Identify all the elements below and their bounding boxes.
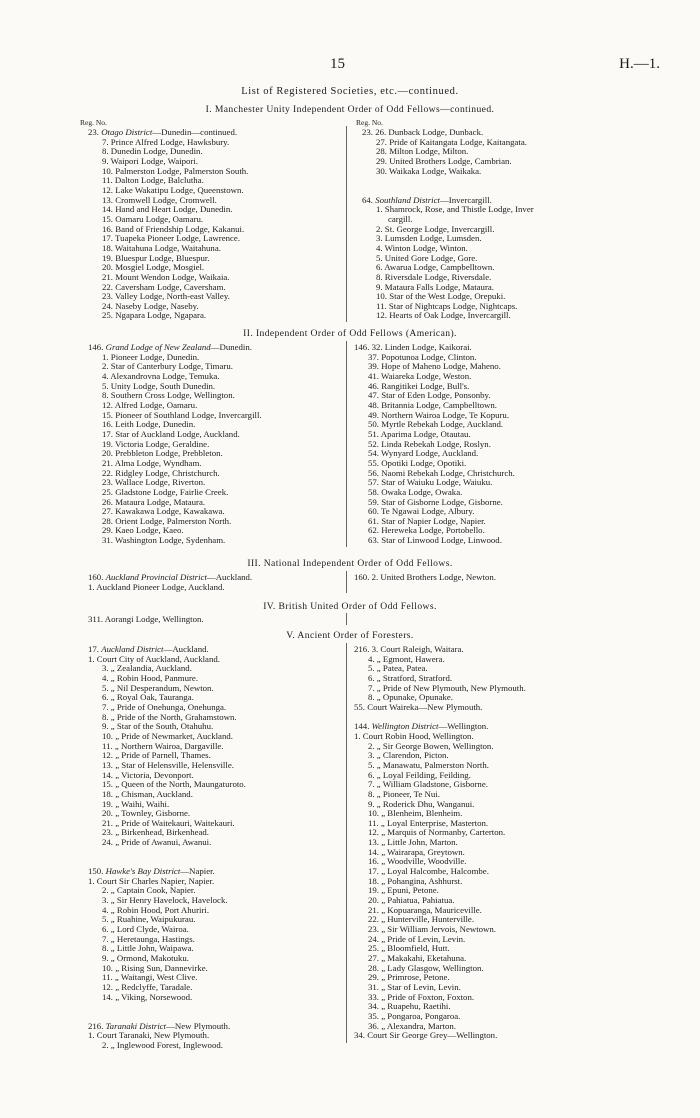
- list-line: 146. 32. Linden Lodge, Kaikorai.: [354, 342, 472, 352]
- list-line: 18. Waitahuna Lodge, Waitahuna.: [102, 242, 221, 253]
- list-line: 3. „ Zealandia, Auckland.: [102, 663, 192, 674]
- column-divider: [346, 571, 347, 593]
- section-heading-1: I. Manchester Unity Independent Order of Odd Fellows—continued.: [205, 104, 495, 115]
- section-3-left-column: [88, 573, 252, 592]
- list-line: 29. „ Primrose, Petone.: [368, 972, 450, 983]
- list-line: 5. „ Manawatu, Palmerston North.: [368, 759, 489, 770]
- list-line: 55. Court Waireka—New Plymouth.: [354, 701, 483, 712]
- list-line: 146. Grand Lodge of New Zealand—Dunedin.: [88, 342, 252, 352]
- list-line: 7. „ Heretaunga, Hastings.: [102, 933, 195, 944]
- section-3-right-column: [354, 573, 496, 583]
- list-line: 160. Auckland Provincial District—Auckland.: [88, 572, 253, 582]
- list-line: 36. „ Alexandra, Marton.: [368, 1020, 456, 1031]
- list-line: 23. Wallace Lodge, Riverton.: [102, 477, 206, 488]
- list-line: 10. „ Pride of Newmarket, Auckland.: [102, 730, 233, 741]
- list-line: 22. Ridgley Lodge, Christchurch.: [102, 467, 220, 478]
- list-line: 4. Winton Lodge, Winton.: [376, 242, 468, 253]
- reg-no-label: Reg. No.: [80, 118, 107, 127]
- list-line: 58. Owaka Lodge, Owaka.: [368, 486, 463, 497]
- list-line: 29. United Brothers Lodge, Cambrian.: [376, 155, 512, 166]
- list-line: 6. „ Royal Oak, Tauranga.: [102, 692, 194, 703]
- column-divider: [346, 341, 347, 547]
- list-line: 12. Alfred Lodge, Oamaru.: [102, 399, 198, 410]
- list-line: 9. „ Ormond, Makotuku.: [102, 953, 189, 963]
- list-line: 10. Palmerston Lodge, Palmerston South.: [102, 165, 249, 176]
- list-line: 12. „ Pride of Parnell, Thames.: [102, 750, 211, 761]
- list-line: 63. Star of Linwood Lodge, Linwood.: [368, 535, 502, 546]
- column-divider: [346, 126, 347, 322]
- list-line: 12. Hearts of Oak Lodge, Invercargill.: [376, 310, 511, 321]
- list-line: 54. Wynyard Lodge, Auckland.: [368, 448, 479, 459]
- list-line: 10. „ Rising Sun, Dannevirke.: [102, 962, 208, 973]
- list-line: 19. „ Waihi, Waihi.: [102, 798, 170, 809]
- section-heading-3: III. National Independent Order of Odd Fellows.: [247, 558, 453, 569]
- section-5-left-column: [88, 645, 246, 1051]
- list-line: 5. „ Nil Desperandum, Newton.: [102, 682, 214, 693]
- list-line: 33. „ Pride of Foxton, Foxton.: [368, 991, 475, 1002]
- list-line: 11. „ Northern Wairoa, Dargaville.: [102, 740, 224, 751]
- list-line: 2. Star of Canterbury Lodge, Timaru.: [102, 361, 233, 372]
- list-line: 19. „ Epuni, Petone.: [368, 885, 439, 896]
- section-heading-2: II. Independent Order of Odd Fellows (American).: [243, 328, 457, 339]
- list-line: 15. Pioneer of Southland Lodge, Invercargill.: [102, 409, 262, 420]
- list-line: 17. Tuapeka Pioneer Lodge, Lawrence.: [102, 233, 241, 244]
- list-line: 61. Star of Napier Lodge, Napier.: [368, 515, 486, 526]
- list-line: 55. Opotiki Lodge, Opotiki.: [368, 457, 467, 468]
- list-line: 22. Caversham Lodge, Caversham.: [102, 281, 226, 292]
- list-line: 5. Unity Lodge, South Dunedin.: [102, 380, 216, 391]
- list-line: 4. „ Egmont, Hawera.: [368, 653, 445, 664]
- column-divider: [346, 643, 347, 1043]
- list-line: 7. Prince Alfred Lodge, Hawksbury.: [102, 136, 230, 147]
- list-line: 160. 2. United Brothers Lodge, Newton.: [354, 572, 496, 582]
- list-line: 8. „ Pride of the North, Grahamstown.: [102, 711, 237, 722]
- list-line: 57. Star of Waiuku Lodge, Waiuku.: [368, 477, 493, 488]
- list-line: 34. „ Ruapehu, Raetihi.: [368, 1001, 451, 1012]
- list-line: 150. Hawke's Bay District—Napier.: [88, 866, 215, 877]
- list-line: 5. „ Patea, Patea.: [368, 663, 428, 674]
- document-code: H.—1.: [619, 56, 660, 72]
- list-line: 52. Linda Rebekah Lodge, Roslyn.: [368, 438, 491, 449]
- list-line: [88, 848, 246, 858]
- list-line: 13. „ Little John, Marton.: [368, 837, 458, 848]
- list-line: 8. „ Pioneer, Te Nui.: [368, 788, 440, 799]
- list-line: 20. „ Pahiatua, Pahiatua.: [368, 895, 455, 906]
- list-line: 21. Alma Lodge, Wyndham.: [102, 457, 202, 468]
- list-line: 8. „ Little John, Waipawa.: [102, 943, 194, 954]
- list-title: List of Registered Societies, etc.—continued.: [241, 86, 459, 97]
- section-1-left-column: [88, 128, 248, 321]
- list-line: 14. Hand and Heart Lodge, Dunedin.: [102, 204, 233, 215]
- list-line: 39. Hope of Maheno Lodge, Maheno.: [368, 361, 501, 372]
- list-line: [362, 176, 534, 186]
- list-line: 8. Southern Cross Lodge, Wellington.: [102, 390, 235, 401]
- list-line: 2. „ Sir George Bowen, Wellington.: [368, 740, 494, 751]
- list-line: 216. Taranaki District—New Plymouth.: [88, 1020, 231, 1031]
- list-line: 1. Court Taranaki, New Plymouth.: [88, 1030, 210, 1041]
- list-line: 23. Otago District—Dunedin—continued.: [88, 127, 238, 137]
- list-line: 144. Wellington District—Wellington.: [354, 721, 489, 732]
- list-line: 2. „ Inglewood Forest, Inglewood.: [102, 1039, 223, 1050]
- list-line: 51. Aparima Lodge, Otautau.: [368, 428, 471, 439]
- list-line: 22. „ Hunterville, Hunterville.: [368, 914, 475, 925]
- list-line: 23. „ Sir William Jervois, Newtown.: [368, 924, 497, 935]
- reg-no-label: Reg. No.: [356, 118, 383, 127]
- list-line: 19. Victoria Lodge, Geraldine.: [102, 438, 210, 449]
- list-line: 9. Mataura Falls Lodge, Mataura.: [376, 281, 494, 292]
- list-line: 1. Court Sir Charles Napier, Napier.: [88, 875, 215, 886]
- list-line: 11. Dalton Lodge, Balclutha.: [102, 175, 204, 186]
- section-5-right-column: [354, 645, 526, 1041]
- list-line: 20. „ Townley, Gisborne.: [102, 808, 191, 819]
- list-line: 17. Auckland District—Auckland.: [88, 644, 209, 654]
- list-line: 64. Southland District—Invercargill.: [362, 194, 492, 205]
- list-line: 24. Naseby Lodge, Naseby.: [102, 300, 199, 311]
- list-line: 14. „ Victoria, Devonport.: [102, 769, 194, 780]
- list-line: 23. Valley Lodge, North-east Valley.: [102, 291, 230, 302]
- list-line: 8. Riversdale Lodge, Riversdale.: [376, 271, 492, 282]
- list-line: 25. Ngapara Lodge, Ngapara.: [102, 310, 207, 321]
- list-line: 18. „ Pohangina, Ashhurst.: [368, 875, 463, 886]
- list-line: 16. „ Woodville, Woodville.: [368, 856, 467, 867]
- list-line: 60. Te Ngawai Lodge, Albury.: [368, 506, 475, 517]
- list-line: 14. „ Viking, Norsewood.: [102, 991, 193, 1002]
- list-line: 13. Cromwell Lodge, Cromwell.: [102, 194, 217, 205]
- list-line: 5. „ Ruahine, Waipukurau.: [102, 914, 196, 925]
- list-line: 18. „ Chisman, Auckland.: [102, 788, 193, 799]
- list-line: 9. „ Star of the South, Otahuhu.: [102, 721, 214, 732]
- list-line: 50. Myrtle Rebekah Lodge, Auckland.: [368, 419, 504, 430]
- list-line: 37. Popotunoa Lodge, Clinton.: [368, 351, 477, 362]
- list-line: 20. Prebbleton Lodge, Prebbleton.: [102, 448, 223, 459]
- list-line: 49. Northern Wairoa Lodge, Te Kopuru.: [368, 409, 510, 420]
- list-line: 4. „ Robin Hood, Port Ahuriri.: [102, 904, 210, 915]
- list-line: 8. „ Opunake, Opunake.: [368, 692, 454, 703]
- list-line: 31. „ Star of Levin, Levin.: [368, 981, 461, 992]
- list-line: 62. Hereweka Lodge, Portobello.: [368, 525, 485, 536]
- list-line: 21. Mount Wendon Lodge, Waikaia.: [102, 271, 230, 282]
- list-line: 25. Gladstone Lodge, Fairlie Creek.: [102, 486, 229, 497]
- column-divider: [346, 613, 347, 625]
- list-line: 3. „ Clarendon, Picton.: [368, 750, 449, 761]
- list-line: 3. Lumsden Lodge, Lumsden.: [376, 233, 482, 244]
- page-number: 15: [330, 56, 345, 72]
- list-line: 3. „ Sir Henry Havelock, Havelock.: [102, 895, 228, 906]
- list-line: cargill.: [388, 213, 413, 224]
- list-line: 47. Star of Eden Lodge, Ponsonby.: [368, 390, 491, 401]
- list-line: 15. „ Queen of the North, Maungaturoto.: [102, 779, 246, 790]
- section-heading-4: IV. British United Order of Odd Fellows.: [263, 601, 437, 612]
- list-line: 19. Bluespur Lodge, Bluespur.: [102, 252, 210, 263]
- list-line: 6. „ Lord Clyde, Wairoa.: [102, 924, 189, 935]
- list-line: 25. „ Bloomfield, Hutt.: [368, 943, 450, 954]
- list-line: 17. Star of Auckland Lodge, Auckland.: [102, 428, 240, 439]
- list-line: 5. United Gore Lodge, Gore.: [376, 252, 478, 263]
- list-line: 27. Pride of Kaitangata Lodge, Kaitangata.: [376, 136, 527, 147]
- list-line: 1. Pioneer Lodge, Dunedin.: [102, 351, 200, 362]
- list-line: 28. Milton Lodge, Milton.: [376, 146, 469, 157]
- list-line: 12. „ Marquis of Normanby, Carterton.: [368, 827, 506, 838]
- list-line: 17. „ Loyal Halcombe, Halcombe.: [368, 866, 489, 877]
- section-heading-5: V. Ancient Order of Foresters.: [286, 630, 414, 641]
- list-line: 10. „ Blenheim, Blenheim.: [368, 808, 463, 819]
- list-line: 15. Oamaru Lodge, Oamaru.: [102, 213, 204, 224]
- list-line: 1. Shamrock, Rose, and Thistle Lodge, Inver: [376, 204, 534, 215]
- section-4-left-column: [88, 615, 204, 625]
- list-line: 4. Alexandrovna Lodge, Temuka.: [102, 370, 220, 381]
- list-line: 6. „ Stratford, Stratford.: [368, 672, 453, 683]
- list-line: 28. „ Lady Glasgow, Wellington.: [368, 962, 484, 973]
- list-line: 10. Star of the West Lodge, Orepuki.: [376, 291, 506, 302]
- list-line: 2. St. George Lodge, Invercargill.: [376, 223, 495, 234]
- list-line: 11. Star of Nightcaps Lodge, Nightcaps.: [376, 300, 518, 311]
- list-line: 8. Dunedin Lodge, Dunedin.: [102, 146, 203, 157]
- list-line: 7. „ William Gladstone, Gisborne.: [368, 779, 488, 790]
- list-line: 30. Waikaka Lodge, Waikaka.: [376, 165, 482, 176]
- list-line: 24. „ Pride of Levin, Levin.: [368, 933, 466, 944]
- section-1-right-column: [362, 128, 534, 321]
- list-line: 21. „ Kopuaranga, Mauriceville.: [368, 904, 482, 915]
- list-line: 11. „ Loyal Enterprise, Masterton.: [368, 817, 489, 828]
- list-line: 7. „ Pride of Onehunga, Onehunga.: [102, 701, 227, 712]
- list-line: 35. „ Pongaroa, Pongaroa.: [368, 1010, 461, 1021]
- list-line: 31. Washington Lodge, Sydenham.: [102, 535, 226, 546]
- list-line: 311. Aorangi Lodge, Wellington.: [88, 614, 204, 624]
- list-line: 59. Star of Gisborne Lodge, Gisborne.: [368, 496, 503, 507]
- list-line: 21. „ Pride of Waitekauri, Waitekauri.: [102, 817, 235, 828]
- list-line: 20. Mosgiel Lodge, Mosgiel.: [102, 262, 205, 273]
- list-line: 24. „ Pride of Awanui, Awanui.: [102, 837, 212, 848]
- list-line: 48. Britannia Lodge, Campbelltown.: [368, 399, 497, 410]
- list-line: 9. „ Roderick Dhu, Wanganui.: [368, 798, 475, 809]
- list-line: 16. Leith Lodge, Dunedin.: [102, 419, 196, 430]
- list-line: 7. „ Pride of New Plymouth, New Plymouth.: [368, 682, 526, 693]
- list-line: 56. Naomi Rebekah Lodge, Christchurch.: [368, 467, 515, 478]
- list-line: 23. „ Birkenhead, Birkenhead.: [102, 827, 209, 838]
- list-line: 29. Kaeo Lodge, Kaeo.: [102, 525, 184, 536]
- list-line: 216. 3. Court Raleigh, Waitara.: [354, 644, 464, 654]
- list-line: 12. Lake Wakatipu Lodge, Queenstown.: [102, 184, 244, 195]
- list-line: 41. Waiareka Lodge, Weston.: [368, 370, 472, 381]
- list-line: 16. Band of Friendship Lodge, Kakanui.: [102, 223, 245, 234]
- list-line: 1. Court City of Auckland, Auckland.: [88, 653, 220, 664]
- list-line: 4. „ Robin Hood, Panmure.: [102, 672, 199, 683]
- list-line: 11. „ Waitangi, West Clive.: [102, 972, 198, 983]
- list-line: 34. Court Sir George Grey—Wellington.: [354, 1030, 498, 1041]
- list-line: 2. „ Captain Cook, Napier.: [102, 885, 196, 896]
- list-line: 27. Kawakawa Lodge, Kawakawa.: [102, 506, 225, 517]
- list-line: 9. Waipori Lodge, Waipori.: [102, 155, 198, 166]
- section-2-left-column: [88, 343, 262, 546]
- list-line: 46. Rangitikei Lodge, Bull's.: [368, 380, 470, 391]
- list-line: 28. Orient Lodge, Palmerston North.: [102, 515, 232, 526]
- list-line: 14. „ Wairarapa, Greytown.: [368, 846, 465, 857]
- list-line: 23. 26. Dunback Lodge, Dunback.: [362, 127, 484, 137]
- list-line: 13. „ Star of Helensville, Helensville.: [102, 759, 234, 770]
- list-line: 1. Court Robin Hood, Wellington.: [354, 730, 474, 741]
- list-line: 1. Auckland Pioneer Lodge, Auckland.: [88, 581, 225, 592]
- list-line: 6. Awarua Lodge, Campbelltown.: [376, 262, 495, 273]
- list-line: 12. „ Redclyffe, Taradale.: [102, 981, 193, 992]
- list-line: 27. „ Makakahi, Eketahuna.: [368, 953, 467, 963]
- list-line: [88, 1002, 246, 1012]
- list-line: 26. Mataura Lodge, Mataura.: [102, 496, 206, 507]
- section-2-right-column: [354, 343, 515, 546]
- list-line: 6. „ Loyal Feilding, Feilding.: [368, 769, 471, 780]
